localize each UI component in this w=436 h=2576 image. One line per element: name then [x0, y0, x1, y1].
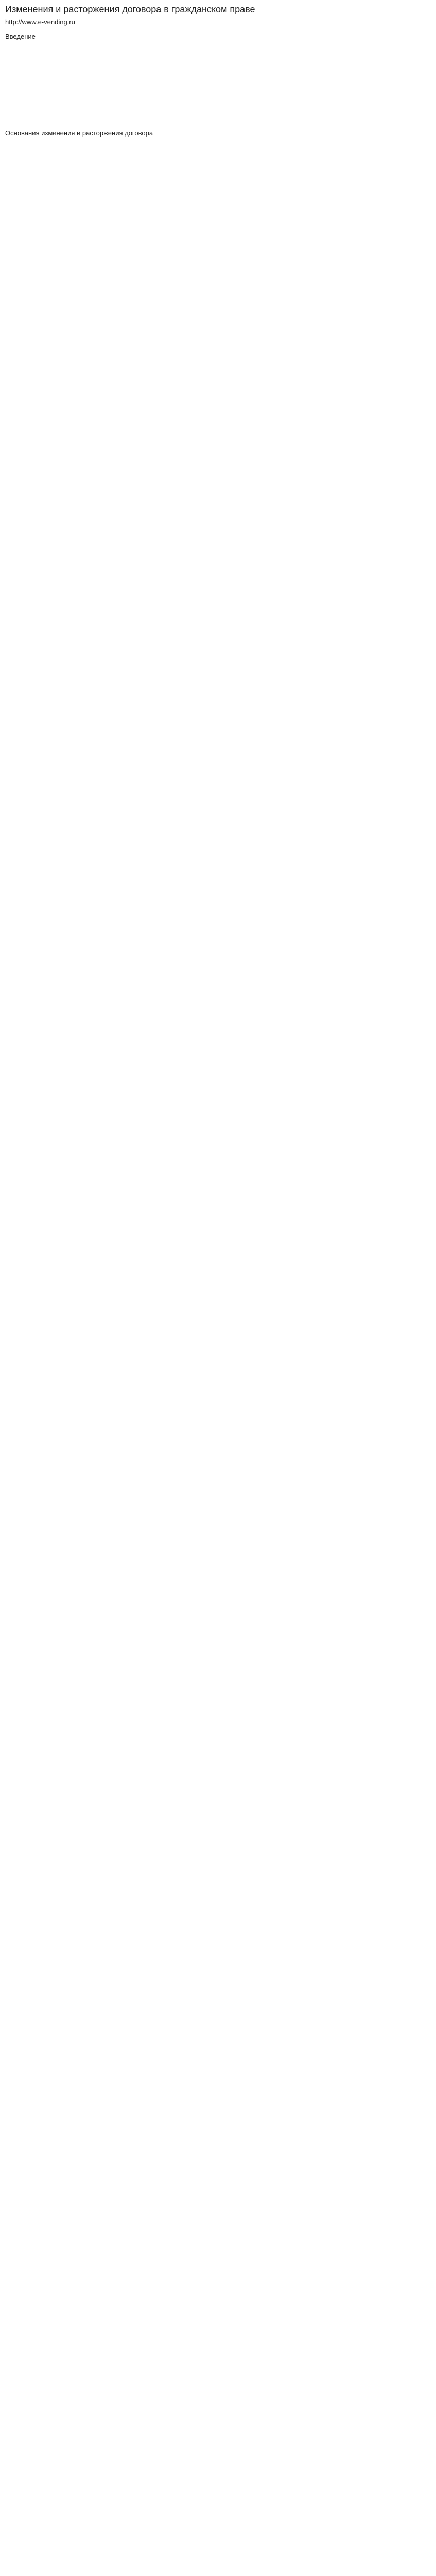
main-section [5, 129, 431, 138]
section-heading: Основания изменения и расторжения договора [5, 129, 153, 138]
page-title: Изменения и расторжения договора в гражданском праве [5, 4, 255, 14]
source-url: http://www.e-vending.ru [5, 18, 75, 26]
intro-section [5, 32, 431, 41]
intro-heading: Введение [5, 32, 36, 40]
